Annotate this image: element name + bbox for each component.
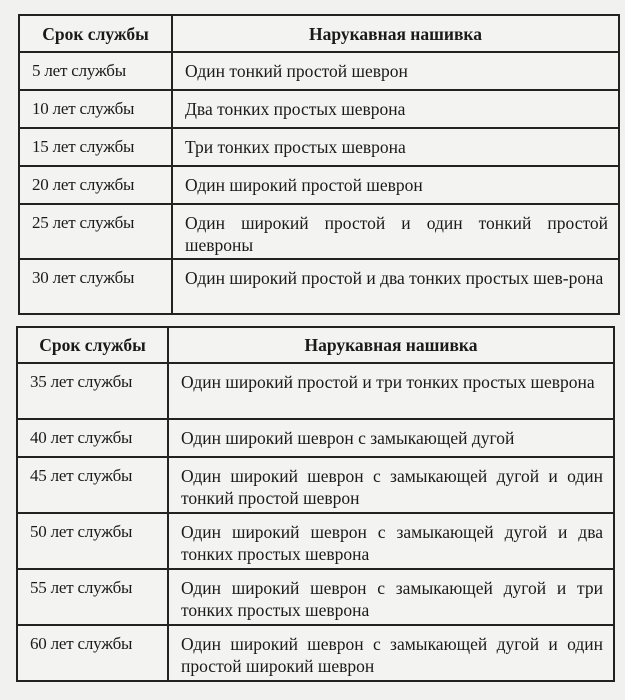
sleeve-patch-cell: Один тонкий простой шеврон bbox=[172, 52, 619, 90]
sleeve-patch-cell: Один широкий шеврон с замыкающей дугой и один простой широкий шеврон bbox=[168, 625, 614, 681]
service-patch-table-1 bbox=[18, 14, 620, 315]
table-header-row bbox=[17, 327, 614, 363]
service-patch-table-2 bbox=[16, 326, 615, 682]
sleeve-patch-cell: Один широкий шеврон с замыкающей дугой и два тонких простых шеврона bbox=[168, 513, 614, 569]
table-row bbox=[17, 569, 614, 625]
service-term-cell: 40 лет службы bbox=[17, 419, 168, 457]
sleeve-patch-cell: Один широкий простой и один тонкий простой шевроны bbox=[172, 204, 619, 259]
table-row bbox=[17, 457, 614, 513]
header-sleeve-patch: Нарукавная нашивка bbox=[172, 15, 619, 52]
table-row bbox=[19, 204, 619, 259]
table-row bbox=[19, 259, 619, 314]
table-row bbox=[19, 128, 619, 166]
header-service-term: Срок службы bbox=[19, 15, 172, 52]
header-sleeve-patch: Нарукавная нашивка bbox=[168, 327, 614, 363]
service-term-cell: 25 лет службы bbox=[19, 204, 172, 259]
sleeve-patch-cell: Один широкий простой шеврон bbox=[172, 166, 619, 204]
table-header-row bbox=[19, 15, 619, 52]
service-term-cell: 55 лет службы bbox=[17, 569, 168, 625]
sleeve-patch-cell: Один широкий простой и три тонких простых шеврона bbox=[168, 363, 614, 419]
sleeve-patch-cell: Один широкий простой и два тонких простых шев-рона bbox=[172, 259, 619, 314]
sleeve-patch-cell: Два тонких простых шеврона bbox=[172, 90, 619, 128]
sleeve-patch-cell: Три тонких простых шеврона bbox=[172, 128, 619, 166]
table-row bbox=[19, 52, 619, 90]
sleeve-patch-cell: Один широкий шеврон с замыкающей дугой и один тонкий простой шеврон bbox=[168, 457, 614, 513]
service-term-cell: 35 лет службы bbox=[17, 363, 168, 419]
sleeve-patch-cell: Один широкий шеврон с замыкающей дугой bbox=[168, 419, 614, 457]
service-term-cell: 10 лет службы bbox=[19, 90, 172, 128]
sleeve-patch-cell: Один широкий шеврон с замыкающей дугой и три тонких простых шеврона bbox=[168, 569, 614, 625]
service-term-cell: 30 лет службы bbox=[19, 259, 172, 314]
service-term-cell: 15 лет службы bbox=[19, 128, 172, 166]
table-row bbox=[19, 90, 619, 128]
service-term-cell: 60 лет службы bbox=[17, 625, 168, 681]
service-term-cell: 20 лет службы bbox=[19, 166, 172, 204]
table-row bbox=[17, 363, 614, 419]
header-service-term: Срок службы bbox=[17, 327, 168, 363]
service-term-cell: 45 лет службы bbox=[17, 457, 168, 513]
table-row bbox=[17, 625, 614, 681]
table-row bbox=[17, 419, 614, 457]
table-row bbox=[17, 513, 614, 569]
service-term-cell: 5 лет службы bbox=[19, 52, 172, 90]
table-row bbox=[19, 166, 619, 204]
service-term-cell: 50 лет службы bbox=[17, 513, 168, 569]
